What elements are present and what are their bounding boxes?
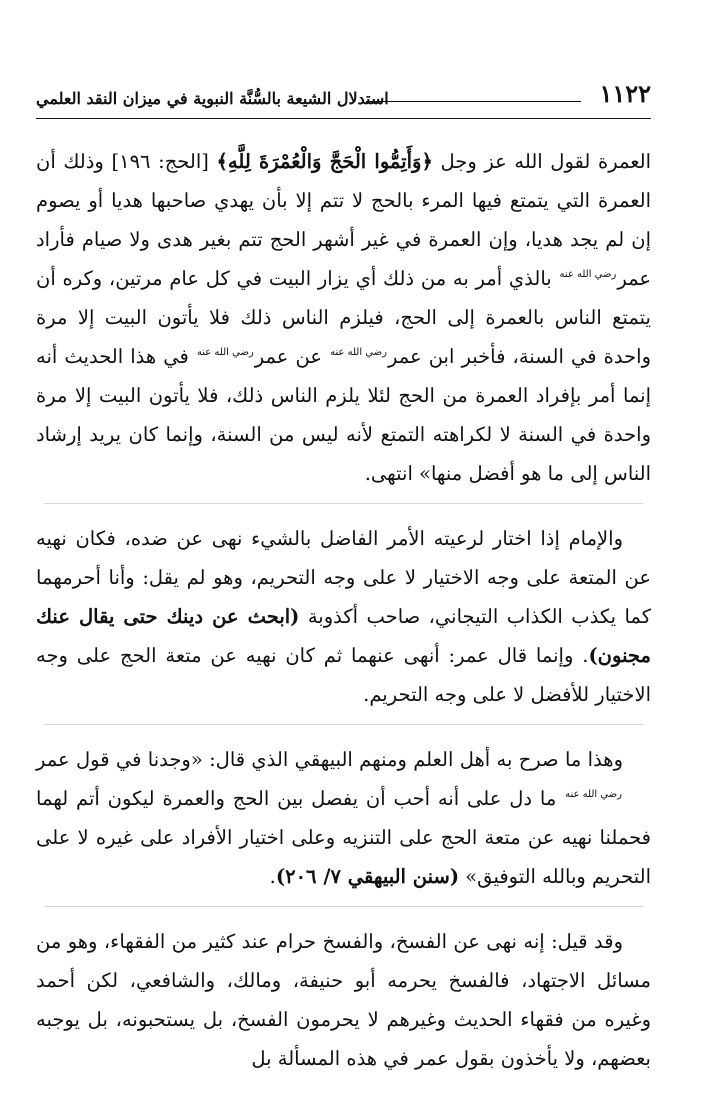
paragraph-divider bbox=[44, 906, 643, 908]
running-title: استدلال الشيعة بالسُّنَّة النبوية في ميزان النقد العلمي bbox=[36, 89, 389, 108]
header-rule bbox=[366, 101, 581, 102]
honorific-mark: رضي الله عنه bbox=[565, 789, 622, 800]
paragraph-2-text-a: والإمام إذا اختار لرعيته الأمر الفاضل بالشيء نهى عن ضده، فكان نهيه عن المتعة على وجه الاختيار لا على وجه التحريم، وهو لم يقل: وأنا أحرمهما كما يكذب الكذاب التيجاني، صاحب أكذوبة bbox=[36, 527, 651, 628]
paragraph-1-text-e: في هذا الحديث أنه إنما أمر بإفراد العمرة من الحج لئلا يلزم الناس ذلك، فلا يأتون البيت إلا مرة واحدة في السنة لا لكراهته التمتع لأنه ليس من السنة، وإنما كان يريد إرشاد الناس إلى ما هو أفضل منها» انتهى. bbox=[36, 345, 651, 485]
paragraph-3-text-c: . bbox=[269, 865, 276, 888]
paragraph-divider bbox=[44, 724, 643, 726]
paragraph-2-text-b: . وإنما قال عمر: أنهى عنهما ثم كان نهيه عن متعة الحج على وجه الاختيار للأفضل لا على وجه التحريم. bbox=[36, 644, 651, 706]
paragraph-divider bbox=[44, 503, 643, 505]
honorific-mark: رضي الله عنه bbox=[559, 269, 617, 280]
honorific-mark: رضي الله عنه bbox=[330, 347, 387, 358]
page-body bbox=[36, 142, 651, 1078]
paragraph-3-text-a: وهذا ما صرح به أهل العلم ومنهم البيهقي الذي قال: «وجدنا في قول عمر bbox=[36, 748, 623, 771]
paragraph-1-text-b: [الحج: ١٩٦] وذلك أن العمرة التي يتمتع فيها المرء بالحج لا تتم إلا بأن يهدي صاحبها هديا أو يصوم إن لم يجد هديا، وإن العمرة في غير أشهر الحج تتم بغير هدى ولا صيام فأراد عمر bbox=[36, 150, 651, 290]
paragraph-1-text-c: بالذي أمر به من ذلك أي يزار البيت في كل عام مرتين، وكره أن يتمتع الناس بالعمرة إلى الحج، فيلزم الناس ذلك فلا يأتون البيت إلا مرة واحدة في السنة، فأخبر ابن عمر bbox=[36, 267, 651, 368]
page-header bbox=[36, 74, 651, 119]
paragraph-1-text-a: العمرة لقول الله عز وجل bbox=[432, 150, 652, 173]
page-number: ١١٢٢ bbox=[599, 79, 651, 108]
paragraph-3-text-b: ما دل على أنه أحب أن يفصل بين الحج والعمرة ليكون أتم لهما فحملنا نهيه عن متعة الحج على التنزيه وعلى اختيار الأفراد على غيره لا على التحريم وبالله التوفيق» bbox=[36, 787, 651, 888]
paragraph-4 bbox=[36, 922, 651, 1078]
quran-verse: ﴿وَأَتِمُّوا الْحَجَّ وَالْعُمْرَةَ لِلَّهِ﴾ bbox=[216, 150, 433, 173]
book-title-bold: (ابحث عن دينك حتى يقال عنك مجنون) bbox=[36, 605, 651, 667]
paragraph-3 bbox=[36, 740, 651, 896]
citation-bold: (سنن البيهقي ٧/ ٢٠٦) bbox=[275, 865, 460, 888]
honorific-mark: رضي الله عنه bbox=[196, 347, 254, 358]
paragraph-1 bbox=[36, 142, 651, 493]
paragraph-1-text-d: عن عمر bbox=[254, 345, 330, 368]
paragraph-2 bbox=[36, 519, 651, 714]
paragraph-4-text: وقد قيل: إنه نهى عن الفسخ، والفسخ حرام عند كثير من الفقهاء، وهو من مسائل الاجتهاد، فالفسخ يحرمه أبو حنيفة، ومالك، والشافعي، لكن أحمد وغيره من فقهاء الحديث وغيرهم لا يحرمون الفسخ، بل يستحبونه، بل يوجبه بعضهم، ولا يأخذون بقول عمر في هذه المسألة بل bbox=[36, 930, 651, 1070]
